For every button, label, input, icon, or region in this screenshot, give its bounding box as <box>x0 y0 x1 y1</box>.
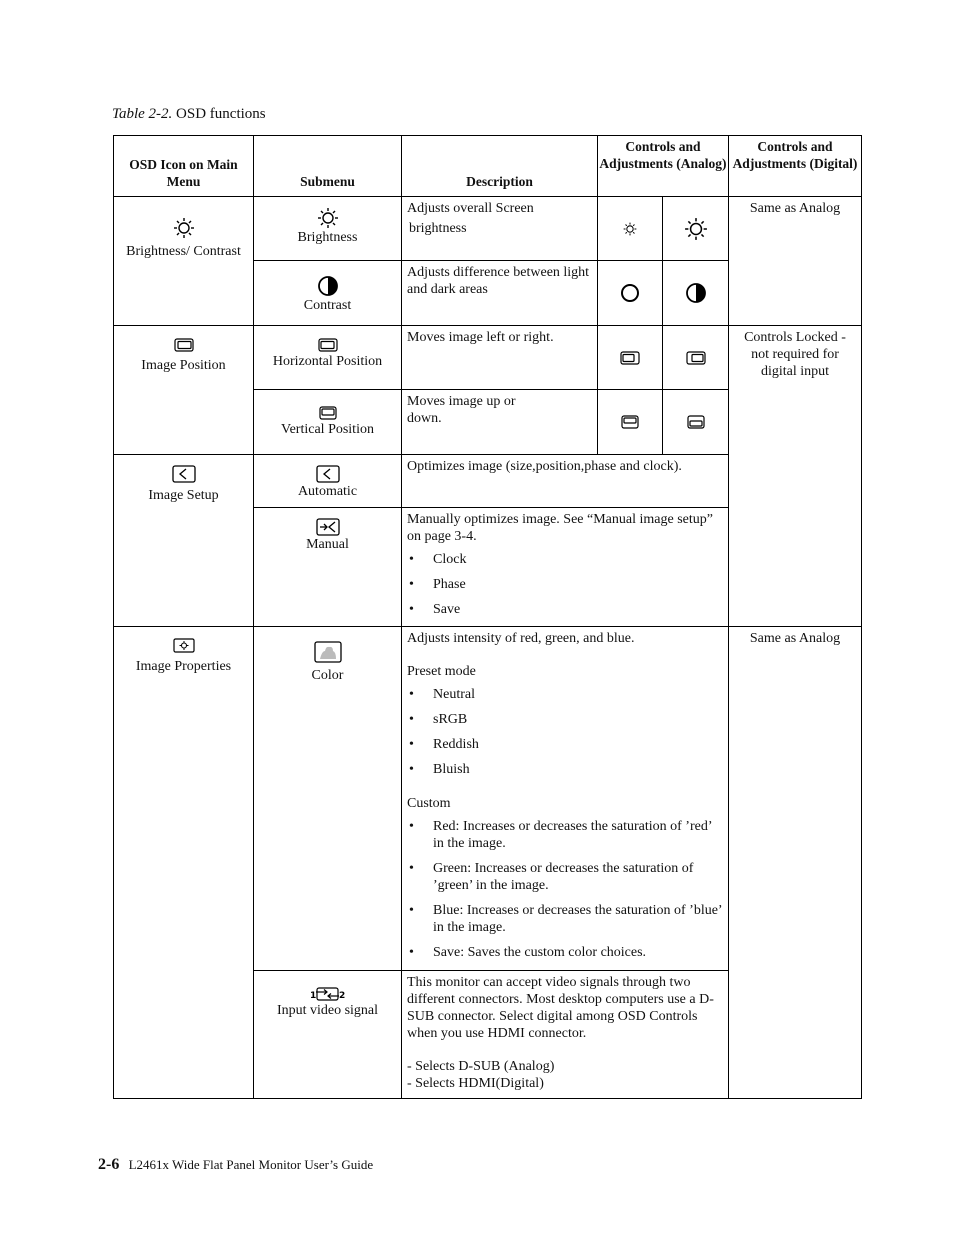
monitor-down-icon <box>687 415 705 430</box>
desc-line: Adjusts overall Screen <box>407 201 534 216</box>
sub-label: Brightness <box>297 230 358 245</box>
list-item: • Bluish <box>407 761 723 778</box>
list-item: • Clock <box>407 551 723 568</box>
half-circle-icon <box>317 278 339 293</box>
main-label: Image Position <box>141 358 226 373</box>
list-item: • Save: Saves the custom color choices. <box>407 944 723 961</box>
desc-line: brightness <box>409 221 467 236</box>
input-option: - Selects HDMI(Digital) <box>407 1076 544 1091</box>
analog-up <box>598 390 663 455</box>
main-image-setup <box>114 455 254 627</box>
sun-icon <box>317 210 339 225</box>
desc-input-video-signal <box>402 971 729 1099</box>
preset-list <box>407 686 723 778</box>
auto-setup-icon <box>316 466 340 481</box>
list-item: • Green: Increases or decreases the saturation of ’green’ in the image. <box>407 860 723 894</box>
analog-increase <box>663 261 729 326</box>
svg-text:2: 2 <box>338 990 345 1001</box>
list-item: • Reddish <box>407 736 723 753</box>
desc-vertical <box>402 390 598 455</box>
monitor-vertical-icon <box>319 405 337 420</box>
auto-setup-icon <box>172 466 196 481</box>
list-item: • Phase <box>407 576 723 593</box>
table-row <box>114 197 862 261</box>
sun-icon <box>173 220 195 235</box>
monitor-position-icon <box>174 337 194 352</box>
sub-label: Input video signal <box>276 1003 379 1018</box>
input-option: - Selects D-SUB (Analog) <box>407 1059 555 1074</box>
sub-label: Manual <box>306 537 349 552</box>
header-row <box>114 136 862 197</box>
table-row <box>114 627 862 971</box>
sub-automatic <box>254 455 402 508</box>
list-item: • Red: Increases or decreases the saturation of ’red’ in the image. <box>407 818 723 852</box>
custom-label: Custom <box>407 796 451 811</box>
monitor-right-icon <box>686 350 706 365</box>
preset-label: Preset mode <box>407 664 476 679</box>
main-label: Image Properties <box>135 659 232 674</box>
desc-text: Manually optimizes image. See “Manual image setup” on page 3-4. <box>407 512 713 544</box>
monitor-left-icon <box>620 350 640 365</box>
table-caption <box>112 106 266 123</box>
header-submenu: Submenu <box>254 136 402 197</box>
desc-text: Adjusts intensity of red, green, and blue. <box>407 631 635 646</box>
main-label: Image Setup <box>148 488 219 503</box>
sun-small-icon <box>623 221 637 236</box>
guide-title: L2461x Wide Flat Panel Monitor User’s Guide <box>128 1157 374 1172</box>
list-item: • Save <box>407 601 723 618</box>
sub-input-video-signal <box>254 971 402 1099</box>
sub-label: Color <box>311 668 344 683</box>
sub-label: Vertical Position <box>281 422 374 437</box>
desc-text: This monitor can accept video signals through two different connectors. Most desktop computers use a D-SUB connector. Select digital among OSD Controls when you use HDMI connector. <box>407 975 714 1041</box>
desc-contrast: Adjusts difference between light and dark areas <box>402 261 598 326</box>
desc-text: Moves image up or down. <box>407 394 516 426</box>
list-item: • Blue: Increases or decreases the saturation of ’blue’ in the image. <box>407 902 723 936</box>
svg-text:1: 1 <box>309 990 316 1001</box>
page-footer <box>98 1156 373 1174</box>
main-image-properties <box>114 627 254 1099</box>
header-digital: Controls and Adjustments (Digital) <box>729 136 862 197</box>
header-icon: OSD Icon on Main Menu <box>114 136 254 197</box>
sun-icon <box>684 221 708 236</box>
sub-manual <box>254 508 402 627</box>
gear-icon <box>173 638 195 653</box>
table-title: OSD functions <box>176 106 266 122</box>
list-item: • Neutral <box>407 686 723 703</box>
list-item: • sRGB <box>407 711 723 728</box>
desc-horizontal: Moves image left or right. <box>402 326 598 390</box>
custom-list <box>407 818 723 961</box>
desc-manual <box>402 508 729 627</box>
manual-list <box>407 551 723 618</box>
manual-setup-icon <box>316 519 340 534</box>
analog-increase <box>663 197 729 261</box>
monitor-horizontal-icon <box>318 337 338 352</box>
desc-automatic: Optimizes image (size,position,phase and clock). <box>402 455 729 508</box>
main-brightness-contrast <box>114 197 254 326</box>
page-number: 2-6 <box>98 1156 120 1173</box>
sub-label: Automatic <box>297 484 358 499</box>
header-analog: Controls and Adjustments (Analog) <box>598 136 729 197</box>
table-number: Table 2-2. <box>112 106 173 122</box>
main-label: Brightness/ Contrast <box>126 244 241 259</box>
sub-contrast <box>254 261 402 326</box>
digital-image-position: Controls Locked - not required for digital input <box>729 326 862 627</box>
sub-horizontal-position <box>254 326 402 390</box>
analog-decrease <box>598 197 663 261</box>
sub-label: Contrast <box>303 298 352 313</box>
digital-brightness-contrast: Same as Analog <box>729 197 862 326</box>
sub-vertical-position <box>254 390 402 455</box>
osd-functions-table <box>113 135 862 1099</box>
main-image-position <box>114 326 254 455</box>
digital-image-properties: Same as Analog <box>729 627 862 1099</box>
sub-brightness <box>254 197 402 261</box>
color-icon <box>314 644 342 659</box>
table-row <box>114 326 862 390</box>
analog-left <box>598 326 663 390</box>
sub-color <box>254 627 402 971</box>
sub-label: Horizontal Position <box>272 354 383 369</box>
analog-decrease <box>598 261 663 326</box>
analog-right <box>663 326 729 390</box>
desc-color <box>402 627 729 971</box>
circle-icon <box>620 285 640 300</box>
header-description: Description <box>402 136 598 197</box>
desc-brightness <box>402 197 598 261</box>
analog-down <box>663 390 729 455</box>
input-swap-icon <box>310 986 346 1001</box>
monitor-up-icon <box>621 415 639 430</box>
half-circle-icon <box>685 285 707 300</box>
